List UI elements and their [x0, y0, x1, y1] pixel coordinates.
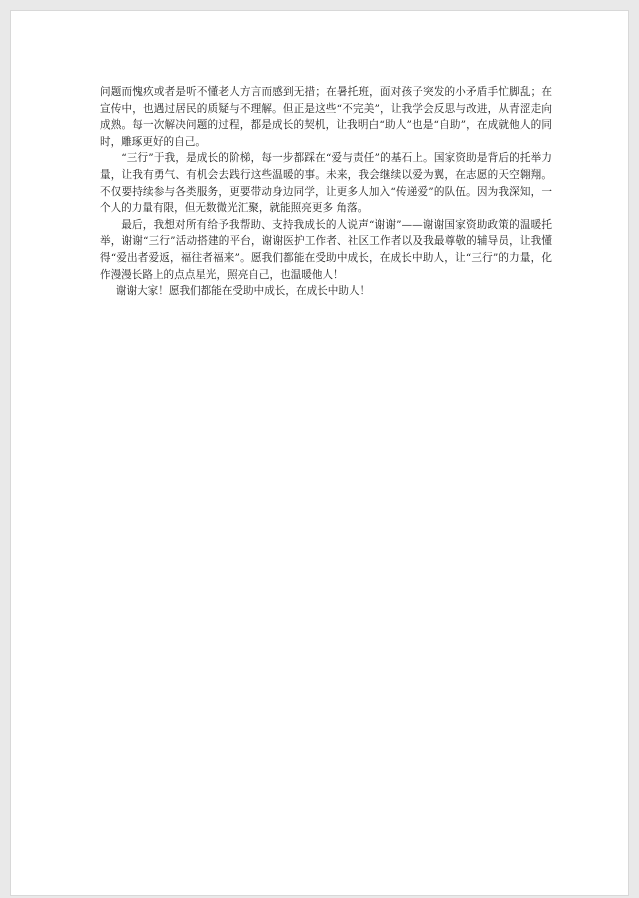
- page-content: [100, 84, 552, 300]
- paragraph: 最后，我想对所有给予我帮助、支持我成长的人说声“谢谢”——谢谢国家资助政策的温暖托举，谢谢“三行”活动搭建的平台，谢谢医护工作者、社区工作者以及我最尊敬的辅导员，让我懂得“爱出者爱返，福往者福来”。愿我们都能在受助中成长，在成长中助人，让“三行”的力量，化作漫漫长路上的点点星光，照亮自己，也温暖他人！: [100, 218, 552, 281]
- paragraph: “三行”于我，是成长的阶梯，每一步都踩在“爱与责任”的基石上。国家资助是背后的托举力量，让我有勇气、有机会去践行这些温暖的事。未来，我会继续以爱为翼，在志愿的天空翱翔。不仅要持续参与各类服务，更要带动身边同学，让更多人加入“传递爱”的队伍。因为我深知，一个人的力量有限，但无数微光汇聚，就能照亮更多 角落。: [100, 152, 552, 215]
- paragraph: 问题而愧疚或者是听不懂老人方言而感到无措；在暑托班，面对孩子突发的小矛盾手忙脚乱；在宣传中，也遇过居民的质疑与不理解。但正是这些“不完美”，让我学会反思与改进，从青涩走向成熟。每一次解决问题的过程，都是成长的契机，让我明白“助人”也是“自助”，在成就他人的同时，雕琢更好的自己。: [100, 86, 552, 148]
- document-page: [10, 10, 629, 896]
- paragraph: 谢谢大家！愿我们都能在受助中成长，在成长中助人！: [115, 285, 371, 298]
